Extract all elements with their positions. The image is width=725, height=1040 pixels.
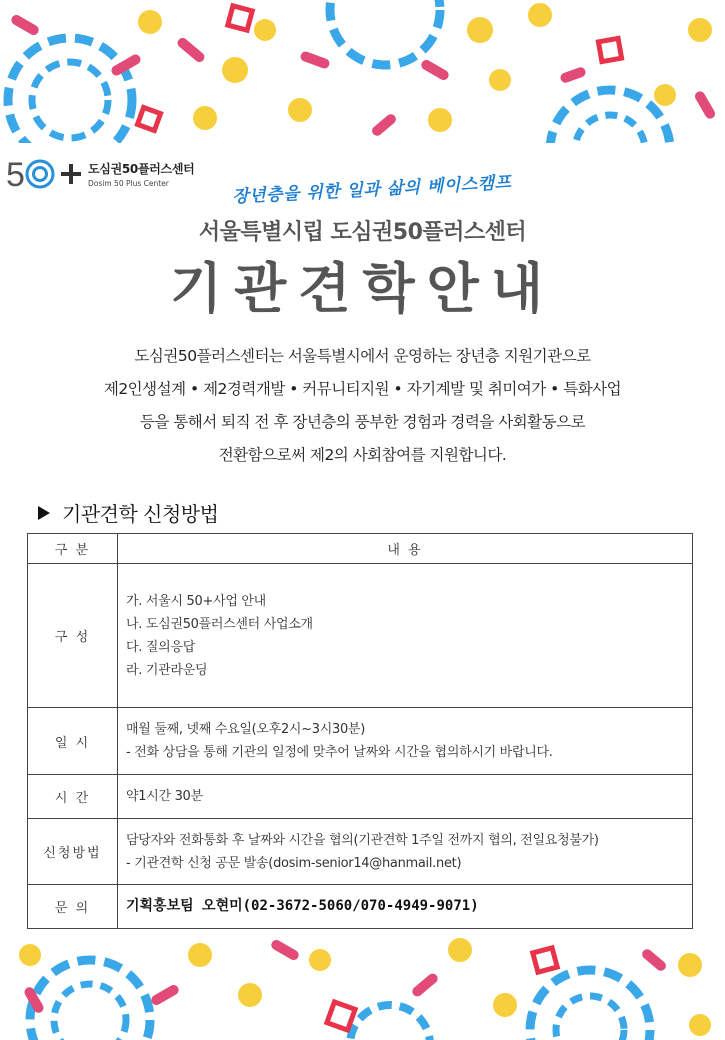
table-row (28, 564, 693, 708)
row-label: 신청방법 (28, 819, 118, 885)
intro-line: 등을 통해서 퇴직 전 후 장년층의 풍부한 경험과 경력을 사회활동으로 (139, 413, 586, 431)
top-decorative-pattern (0, 0, 725, 143)
row-content (118, 885, 693, 929)
contact-info: 기획홍보팀 오현미(02-3672-5060/070-4949-9071) (126, 898, 479, 914)
row-content (118, 775, 693, 819)
content-line: 라. 기관라운딩 (126, 662, 208, 678)
row-content (118, 819, 693, 885)
slogan: 장년층을 위한 일과 삶의 베이스캠프 (231, 172, 512, 208)
page-subtitle: 서울특별시립 도심권50플러스센터 (198, 220, 527, 245)
section-heading-text: 기관견학 신청방법 (62, 502, 219, 526)
center-logo (6, 152, 194, 196)
logo-text-english: Dosim 50 Plus Center (88, 179, 169, 188)
header-content: 내 용 (118, 534, 693, 564)
application-info-table (27, 533, 693, 929)
svg-text:5: 5 (6, 156, 25, 194)
triangle-bullet-icon (38, 506, 50, 520)
table-row (28, 708, 693, 775)
intro-paragraph (0, 340, 725, 472)
content-line: 약1시간 30분 (126, 789, 203, 804)
table-row (28, 885, 693, 929)
row-label: 문 의 (28, 885, 118, 929)
row-content (118, 564, 693, 708)
content-line: 다. 질의응답 (126, 639, 195, 655)
content-line: 나. 도심권50플러스센터 사업소개 (126, 616, 313, 632)
content-line: - 기관견학 신청 공문 발송(dosim-senior14@hanmail.net) (126, 855, 462, 871)
header-category: 구 분 (28, 534, 118, 564)
section-heading (38, 498, 218, 527)
intro-line: 전환함으로써 제2의 사회참여를 지원합니다. (218, 446, 507, 464)
table-header-row (28, 534, 693, 564)
content-line: 매월 둘째, 넷째 수요일(오후2시~3시30분) (126, 722, 365, 737)
intro-line: 제2인생설계 • 제2경력개발 • 커뮤니티지원 • 자기계발 및 취미여가 • 특화사업 (103, 380, 622, 398)
row-label: 구 성 (28, 564, 118, 708)
table-row (28, 819, 693, 885)
content-line: 담당자와 전화통화 후 날짜와 시간을 협의(기관견학 1주일 전까지 협의, 전일요청불가) (126, 832, 599, 848)
row-label: 일 시 (28, 708, 118, 775)
logo-text-korean: 도심권50플러스센터 (88, 162, 195, 176)
content-line: 가. 서울시 50+사업 안내 (126, 593, 266, 609)
row-content (118, 708, 693, 775)
bottom-decorative-pattern (0, 935, 725, 1040)
row-label: 시 간 (28, 775, 118, 819)
table-row (28, 775, 693, 819)
intro-line: 도심권50플러스센터는 서울특별시에서 운영하는 장년층 지원기관으로 (134, 347, 591, 365)
content-line: - 전화 상담을 통해 기관의 일정에 맞추어 날짜와 시간을 협의하시기 바랍니다. (126, 745, 553, 760)
page-title: 기관견학안내 (170, 257, 555, 320)
fifty-plus-logo-icon (6, 152, 84, 196)
